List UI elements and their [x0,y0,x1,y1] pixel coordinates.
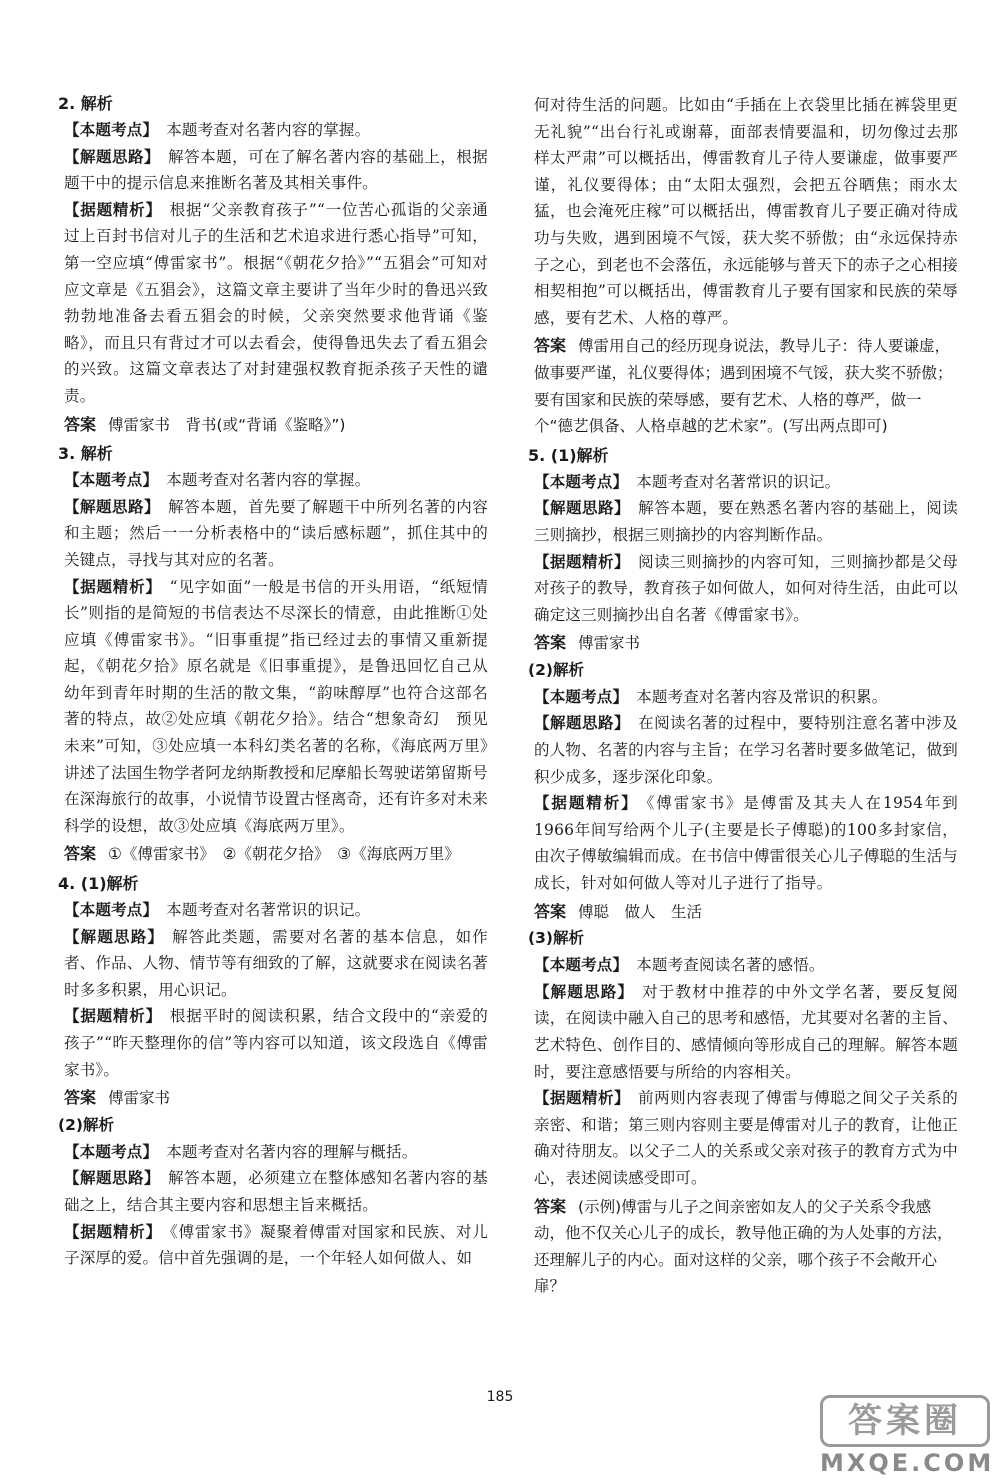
q5-2-silu [528,710,958,790]
q2-jingxi-text: 根据“父亲教育孩子”“一位苦心孤诣的父亲通过上百封书信对儿子的生活和艺术追求进行悉心指导”可知，第一空应填“傅雷家书”。根据“《朝花夕拾》”“五猖会”可知对应文章是《五猖会》，这篇文章主要讲了当年少时的鲁迅兴致勃勃地准备去看五猖会的时候，父亲突然要求他背诵《鉴略》，而且只有背过才可以去看会，使得鲁迅失去了看五猖会的兴致。这篇文章表达了对封建强权教育扼杀孩子天性的谴责。 [64,200,488,405]
q4-2-answer [528,333,958,439]
tag-label: 【解题思路】 [64,927,165,946]
right-column [528,92,958,1300]
q2-jingxi [58,197,488,410]
answer-label: 答案 [64,1088,97,1108]
q5-3-answer-text: (示例)傅雷与儿子之间亲密如友人的父子关系令我感动，他不仅关心儿子的成长，教导他正确的为人处事的方法，还理解儿子的内心。面对这样的父亲，哪个孩子不会敞开心扉？ [534,1197,953,1296]
q5-3-kaodian [528,952,958,979]
tag-label: 【本题考点】 [64,471,159,490]
q3-kaodian [58,467,488,494]
tag-label: 【本题考点】 [534,687,629,706]
answer-label: 答案 [534,336,567,356]
tag-label: 【据题精析】 [534,552,631,571]
tag-label: 【解题思路】 [534,499,631,518]
q4-1-kaodian-text: 本题考查对名著常识的识记。 [166,901,371,920]
q2-heading: 2. 解析 [58,94,113,113]
q5-3-answer [528,1194,958,1300]
q5-1-jingxi-text: 阅读三则摘抄的内容可知，三则摘抄都是父母对孩子的教导，教育孩子如何做人，如何对待生活，由此可以确定这三则摘抄出自名著《傅雷家书》。 [534,552,958,624]
watermark-url: MXQE.COM [820,1449,995,1477]
q2-answer [58,412,488,439]
q4-2-silu [58,1165,488,1218]
tag-label: 【解题思路】 [64,147,161,166]
tag-label: 【据题精析】 [534,1089,631,1108]
q4-2-kaodian-text: 本题考查对名著内容的理解与概括。 [166,1142,418,1161]
q4-2-jingxi-continued: 何对待生活的问题。比如由“手插在上衣袋里比插在裤袋里更无礼貌”“出台行礼或谢幕，面部表情要温和，切勿像过去那样太严肃”可以概括出，傅雷教育儿子待人要谦虚，做事要严谨，礼仪要得体；由“太阳太强烈，会把五谷晒焦；雨水太猛，也会淹死庄稼”可以概括出，傅雷教育儿子要正确对待成功与失败，遇到困境不气馁，获大奖不骄傲；由“永远保持赤子之心，到老也不会落伍，永远能够与普天下的赤子之心相接相契相抱”可以概括出，傅雷教育儿子要有国家和民族的荣辱感，要有艺术、人格的尊严。 [534,96,958,327]
page-number: 185 [486,1389,514,1405]
tag-label: 【本题考点】 [64,121,159,139]
q5-1-silu [528,495,958,548]
q4-2-heading: (2)解析 [58,1115,114,1134]
q4-1-answer [58,1085,488,1112]
q3-silu-text: 解答本题，首先要了解题干中所列名著的内容和主题；然后一一分析表格中的“读后感标题”，抓住其中的关键点，寻找与其对应的名著。 [64,497,488,569]
q5-3-kaodian-text: 本题考查阅读名著的感悟。 [636,956,825,975]
q5-2-heading: (2)解析 [528,660,584,679]
tag-label: 【据题精析】 [534,794,639,813]
q4-2-answer-text: 傅雷用自己的经历现身说法，教导儿子：待人要谦虚，做事要严谨，礼仪要得体；遇到困境不气馁，获大奖不骄傲；要有国家和民族的荣辱感，要有艺术、人格的尊严，做一个“德艺俱备、人格卓越的艺术家”。(写出两点即可) [534,337,953,436]
tag-label: 【本题考点】 [64,901,159,920]
answer-label: 答案 [534,901,567,921]
q5-2-kaodian [528,684,958,711]
q5-heading: 5. (1)解析 [528,445,609,465]
q5-2-kaodian-text: 本题考查对名著内容及常识的积累。 [636,687,888,706]
answer-label: 答案 [534,633,567,653]
q5-1-answer [528,630,958,657]
q4-1-jingxi-text: 根据平时的阅读积累，结合文段中的“亲爱的孩子”“昨天整理你的信”等内容可以知道，该文段选自《傅雷家书》。 [64,1007,488,1079]
q2-silu-text: 解答本题，可在了解名著内容的基础上，根据题干中的提示信息来推断名著及其相关事件。 [64,147,488,193]
answer-label: 答案 [534,1196,567,1216]
q5-1-silu-text: 解答本题，要在熟悉名著内容的基础上，阅读三则摘抄，根据三则摘抄的内容判断作品。 [534,499,958,544]
q4-1-silu [58,924,488,1004]
q5-1-answer-text: 傅雷家书 [578,634,641,653]
answer-label: 答案 [64,844,97,864]
q3-answer [58,841,488,868]
q5-3-jingxi-text: 前两则内容表现了傅雷与傅聪之间父子关系的亲密、和谐；第三则内容则主要是傅雷对儿子的教育，让他正确对待朋友。以父子二人的关系或父亲对孩子的教育方式为中心，表述阅读感受即可。 [534,1089,958,1187]
watermark-logo-text: 答案圈 [820,1395,990,1447]
tag-label: 【据题精析】 [64,1007,162,1026]
q3-kaodian-text: 本题考查对名著内容的掌握。 [166,471,371,490]
q2-kaodian [58,117,488,144]
q5-1-jingxi [528,549,958,629]
q4-1-kaodian [58,897,488,924]
tag-label: 【据题精析】 [64,200,162,219]
q5-2-jingxi [528,790,958,896]
q4-2-silu-text: 解答本题，必须建立在整体感知名著内容的基础之上，结合其主要内容和思想主旨来概括。 [64,1169,488,1214]
q5-3-silu [528,979,958,1085]
q3-jingxi [58,574,488,840]
answer-label: 答案 [64,414,97,434]
q4-1-answer-text: 傅雷家书 [108,1089,171,1108]
q4-2-kaodian [58,1139,488,1166]
tag-label: 【解题思路】 [534,982,635,1001]
q5-1-kaodian-text: 本题考查对名著常识的识记。 [636,472,841,491]
q4-2-jingxi-text: 《傅雷家书》凝聚着傅雷对国家和民族、对儿子深厚的爱。信中首先强调的是，一个年轻人如何做人、如 [64,1222,488,1268]
q2-kaodian-text: 本题考查对名著内容的掌握。 [166,121,371,139]
tag-label: 【据题精析】 [64,577,162,596]
q5-2-answer-text: 傅聪 做人 生活 [578,902,703,921]
q5-2-answer [528,899,958,926]
q5-2-silu-text: 在阅读名著的过程中，要特别注意名著中涉及的人物、名著的内容与主旨；在学习名著时要多做笔记，做到积少成多，逐步深化印象。 [534,714,958,786]
q4-heading: 4. (1)解析 [58,874,139,894]
tag-label: 【解题思路】 [534,714,631,733]
q5-3-silu-text: 对于教材中推荐的中外文学名著，要反复阅读，在阅读中融入自己的思考和感悟，尤其要对名著的主旨、艺术特色、创作目的、感情倾向等形成自己的理解。解答本题时，要注意感悟要与所给的内容相关。 [534,982,958,1081]
q3-answer-text: ①《傅雷家书》 ②《朝花夕拾》 ③《海底两万里》 [108,845,460,864]
q2-silu [58,144,488,197]
q2-answer-text: 傅雷家书 背书(或“背诵《鉴略》”) [108,415,346,434]
q4-1-silu-text: 解答此类题，需要对名著的基本信息，如作者、作品、人物、情节等有细致的了解，这就要求在阅读名著时多多积累，用心识记。 [64,927,488,999]
tag-label: 【解题思路】 [64,497,161,516]
q5-2-jingxi-text: 《傅雷家书》是傅雷及其夫人在1954年到1966年间写给两个儿子(主要是长子傅聪)的100多封家信，由次子傅敏编辑而成。在书信中傅雷很关心儿子傅聪的生活与成长，针对如何做人等对儿子进行了指导。 [534,794,958,893]
tag-label: 【本题考点】 [534,472,629,491]
q3-jingxi-text: “见字如面”一般是书信的开头用语，“纸短情长”则指的是简短的书信表达不尽深长的情意，由此推断①处应填《傅雷家书》。“旧事重提”指已经过去的事情又重新提起，《朝花夕拾》原名就是《旧事重提》，是鲁迅回忆自己从幼年到青年时期的生活的散文集，“韵味醇厚”也符合这部名著的特点，故②处应填《朝花夕拾》。结合“想象奇幻 预见未来”可知，③处应填一本科幻类名著的名称，《海底两万里》讲述了法国生物学者阿龙纳斯教授和尼摩船长驾驶诺第留斯号在深海旅行的故事，小说情节设置古怪离奇，还有许多对未来科学的设想，故③处应填《海底两万里》。 [64,577,488,835]
watermark-logo [820,1395,995,1477]
tag-label: 【本题考点】 [64,1142,159,1161]
q5-1-kaodian [528,469,958,496]
left-column [58,88,488,1272]
q3-silu [58,494,488,574]
tag-label: 【本题考点】 [534,956,629,975]
q4-2-jingxi [58,1219,488,1272]
q5-3-jingxi [528,1085,958,1191]
q3-heading: 3. 解析 [58,444,113,464]
tag-label: 【据题精析】 [64,1222,162,1241]
q4-1-jingxi [58,1003,488,1083]
tag-label: 【解题思路】 [64,1169,161,1188]
q5-3-heading: (3)解析 [528,929,584,948]
